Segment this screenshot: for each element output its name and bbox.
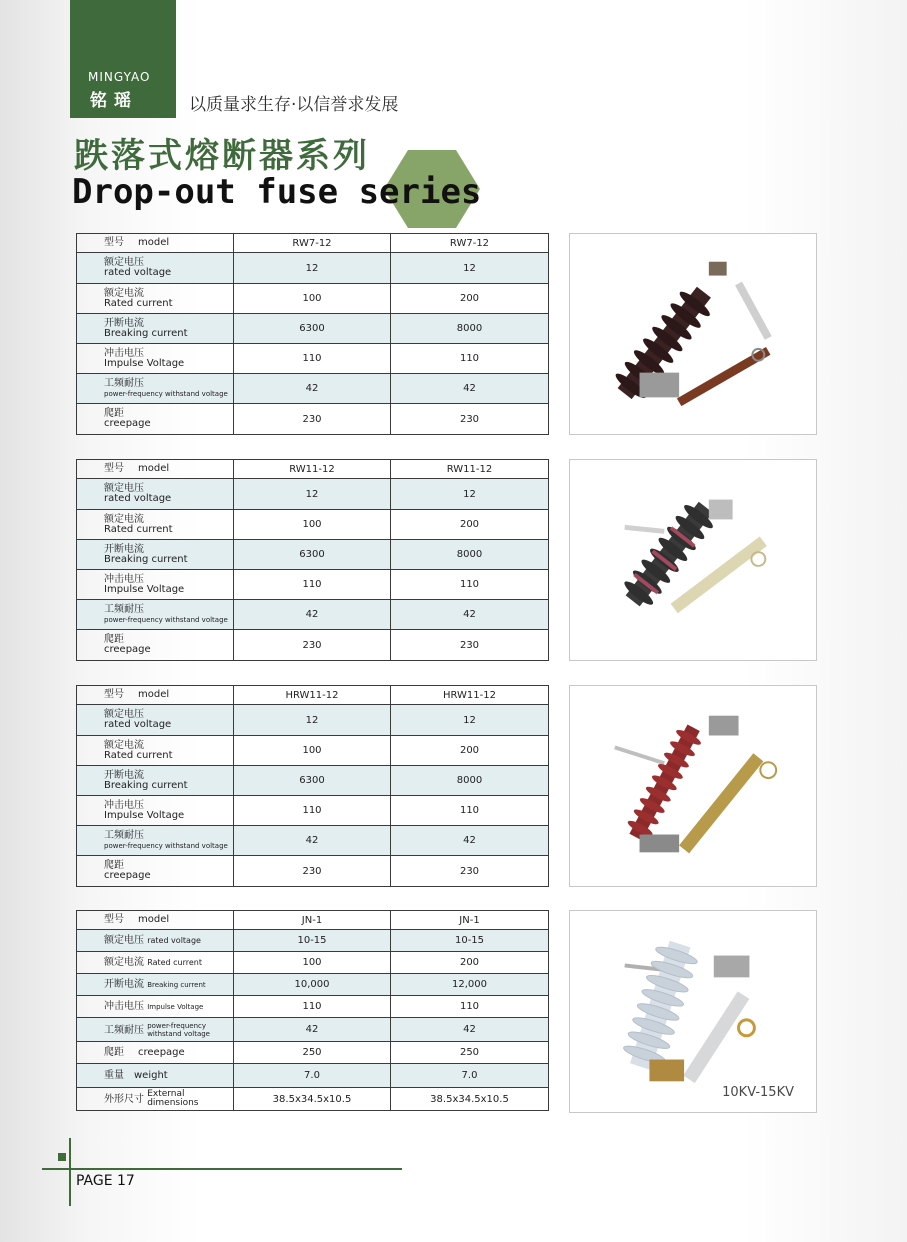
page-title-en: Drop-out fuse series xyxy=(72,172,482,212)
cell-value: 38.5x34.5x10.5 xyxy=(234,1088,391,1111)
cell-value: 42 xyxy=(234,1018,391,1042)
row-label: 额定电压 rated voltage xyxy=(77,479,234,510)
cell-value: 8000 xyxy=(391,314,549,344)
cell-value: 200 xyxy=(391,736,549,766)
row-label: 额定电流 Rated current xyxy=(77,952,234,974)
cell-value: 230 xyxy=(234,856,391,887)
cell-value: 8000 xyxy=(391,540,549,570)
row-label: 额定电压 rated voltage xyxy=(77,930,234,952)
table-row xyxy=(77,374,549,404)
row-label: 开断电流 Breaking current xyxy=(77,766,234,796)
cell-value: 6300 xyxy=(234,540,391,570)
table-row xyxy=(77,1064,549,1088)
table-row xyxy=(77,284,549,314)
table-row xyxy=(77,736,549,766)
spec-table-rw11 xyxy=(76,459,549,661)
table-row xyxy=(77,314,549,344)
cell-value: 7.0 xyxy=(234,1064,391,1088)
cell-value: 110 xyxy=(391,570,549,600)
table-header-row xyxy=(77,686,549,705)
table-row xyxy=(77,1018,549,1042)
table-row xyxy=(77,705,549,736)
spec-table-hrw11 xyxy=(76,685,549,887)
cell-value: 200 xyxy=(391,284,549,314)
row-label: 额定电压 rated voltage xyxy=(77,705,234,736)
cell-value: 12 xyxy=(391,253,549,284)
cell-value: 12 xyxy=(391,479,549,510)
logo-text-cn: 铭瑶 xyxy=(90,91,138,111)
table-row xyxy=(77,253,549,284)
cell-value: 8000 xyxy=(391,766,549,796)
fuse-hrw11-illustration xyxy=(570,686,816,886)
row-label: 冲击电压 Impulse Voltage xyxy=(77,796,234,826)
cell-value: 6300 xyxy=(234,314,391,344)
fuse-rw7-illustration xyxy=(570,234,816,434)
table-row xyxy=(77,510,549,540)
slogan: 以质量求生存·以信誉求发展 xyxy=(189,95,399,115)
row-label: 额定电压 rated voltage xyxy=(77,253,234,284)
table-row xyxy=(77,766,549,796)
cell-value: 250 xyxy=(234,1042,391,1064)
row-label: 工频耐压 power-frequency withstand voltage xyxy=(77,826,234,856)
row-label: 额定电流 Rated current xyxy=(77,284,234,314)
cell-value: 42 xyxy=(391,600,549,630)
table-row xyxy=(77,930,549,952)
cell-value: 230 xyxy=(391,404,549,435)
table-header-row xyxy=(77,234,549,253)
row-label: 工频耐压 power-frequency withstand voltage xyxy=(77,600,234,630)
model-value: HRW11-12 xyxy=(391,686,549,705)
table-row xyxy=(77,952,549,974)
fuse-rw11-illustration xyxy=(570,460,816,660)
cell-value: 100 xyxy=(234,736,391,766)
row-label: 开断电流 Breaking current xyxy=(77,974,234,996)
cell-value: 230 xyxy=(234,630,391,661)
cell-value: 100 xyxy=(234,510,391,540)
cell-value: 250 xyxy=(391,1042,549,1064)
model-value: JN-1 xyxy=(234,911,391,930)
cell-value: 100 xyxy=(234,284,391,314)
cell-value: 12 xyxy=(234,479,391,510)
cell-value: 110 xyxy=(234,570,391,600)
footer-square-mark xyxy=(58,1153,66,1161)
row-label: 冲击电压 Impulse Voltage xyxy=(77,996,234,1018)
row-label: 爬距 creepage xyxy=(77,630,234,661)
table-row xyxy=(77,630,549,661)
cell-value: 42 xyxy=(391,1018,549,1042)
product-photo-rw11 xyxy=(569,459,817,661)
cell-value: 110 xyxy=(234,796,391,826)
row-label: 冲击电压 Impulse Voltage xyxy=(77,344,234,374)
cell-value: 12 xyxy=(391,705,549,736)
cell-value: 110 xyxy=(234,996,391,1018)
row-label: 开断电流 Breaking current xyxy=(77,314,234,344)
row-label: 重量 weight xyxy=(77,1064,234,1088)
row-label: 额定电流 Rated current xyxy=(77,510,234,540)
cell-value: 7.0 xyxy=(391,1064,549,1088)
page-title-cn: 跌落式熔断器系列 xyxy=(74,136,370,176)
row-label: 冲击电压 Impulse Voltage xyxy=(77,570,234,600)
cell-value: 12 xyxy=(234,253,391,284)
cell-value: 42 xyxy=(234,600,391,630)
cell-value: 200 xyxy=(391,952,549,974)
table-row xyxy=(77,796,549,826)
table-row xyxy=(77,540,549,570)
cell-value: 42 xyxy=(234,826,391,856)
cell-value: 12,000 xyxy=(391,974,549,996)
footer-rule xyxy=(42,1168,402,1170)
spec-table-rw7 xyxy=(76,233,549,435)
cell-value: 110 xyxy=(391,344,549,374)
model-value: RW11-12 xyxy=(391,460,549,479)
fuse-jn1-illustration xyxy=(570,911,816,1112)
table-row xyxy=(77,344,549,374)
model-value: RW11-12 xyxy=(234,460,391,479)
cell-value: 200 xyxy=(391,510,549,540)
cell-value: 230 xyxy=(391,856,549,887)
table-row xyxy=(77,1042,549,1064)
cell-value: 10,000 xyxy=(234,974,391,996)
row-label: 额定电流 Rated current xyxy=(77,736,234,766)
page-number: PAGE 17 xyxy=(76,1173,135,1189)
cell-value: 230 xyxy=(234,404,391,435)
cell-value: 100 xyxy=(234,952,391,974)
table-row xyxy=(77,479,549,510)
cell-value: 6300 xyxy=(234,766,391,796)
model-value: RW7-12 xyxy=(391,234,549,253)
cell-value: 110 xyxy=(391,996,549,1018)
table-header-row xyxy=(77,460,549,479)
row-label: 工频耐压 power-frequency withstand voltage xyxy=(77,1018,234,1042)
table-row xyxy=(77,996,549,1018)
cell-value: 110 xyxy=(234,344,391,374)
table-row xyxy=(77,600,549,630)
product-photo-rw7 xyxy=(569,233,817,435)
model-label: 型号 model xyxy=(77,686,234,705)
table-row xyxy=(77,856,549,887)
cell-value: 230 xyxy=(391,630,549,661)
row-label: 爬距 creepage xyxy=(77,856,234,887)
cell-value: 42 xyxy=(391,826,549,856)
product-photo-hrw11 xyxy=(569,685,817,887)
table-row xyxy=(77,570,549,600)
spec-table-jn1 xyxy=(76,910,549,1111)
footer-vertical-rule xyxy=(69,1138,71,1206)
cell-value: 12 xyxy=(234,705,391,736)
row-label: 爬距 creepage xyxy=(77,404,234,435)
cell-value: 38.5x34.5x10.5 xyxy=(391,1088,549,1111)
cell-value: 110 xyxy=(391,796,549,826)
model-label: 型号 model xyxy=(77,911,234,930)
model-value: HRW11-12 xyxy=(234,686,391,705)
table-row xyxy=(77,826,549,856)
row-label: 爬距 creepage xyxy=(77,1042,234,1064)
cell-value: 10-15 xyxy=(234,930,391,952)
row-label: 外形尺寸 External dimensions xyxy=(77,1088,234,1111)
table-row xyxy=(77,1088,549,1111)
table-header-row xyxy=(77,911,549,930)
model-label: 型号 model xyxy=(77,234,234,253)
table-row xyxy=(77,404,549,435)
row-label: 开断电流 Breaking current xyxy=(77,540,234,570)
product-photo-jn1 xyxy=(569,910,817,1113)
model-value: JN-1 xyxy=(391,911,549,930)
model-value: RW7-12 xyxy=(234,234,391,253)
logo-text-en: MINGYAO xyxy=(88,70,151,84)
cell-value: 42 xyxy=(234,374,391,404)
table-row xyxy=(77,974,549,996)
voltage-caption: 10KV-15KV xyxy=(722,1085,794,1100)
row-label: 工频耐压 power-frequency withstand voltage xyxy=(77,374,234,404)
cell-value: 10-15 xyxy=(391,930,549,952)
model-label: 型号 model xyxy=(77,460,234,479)
cell-value: 42 xyxy=(391,374,549,404)
